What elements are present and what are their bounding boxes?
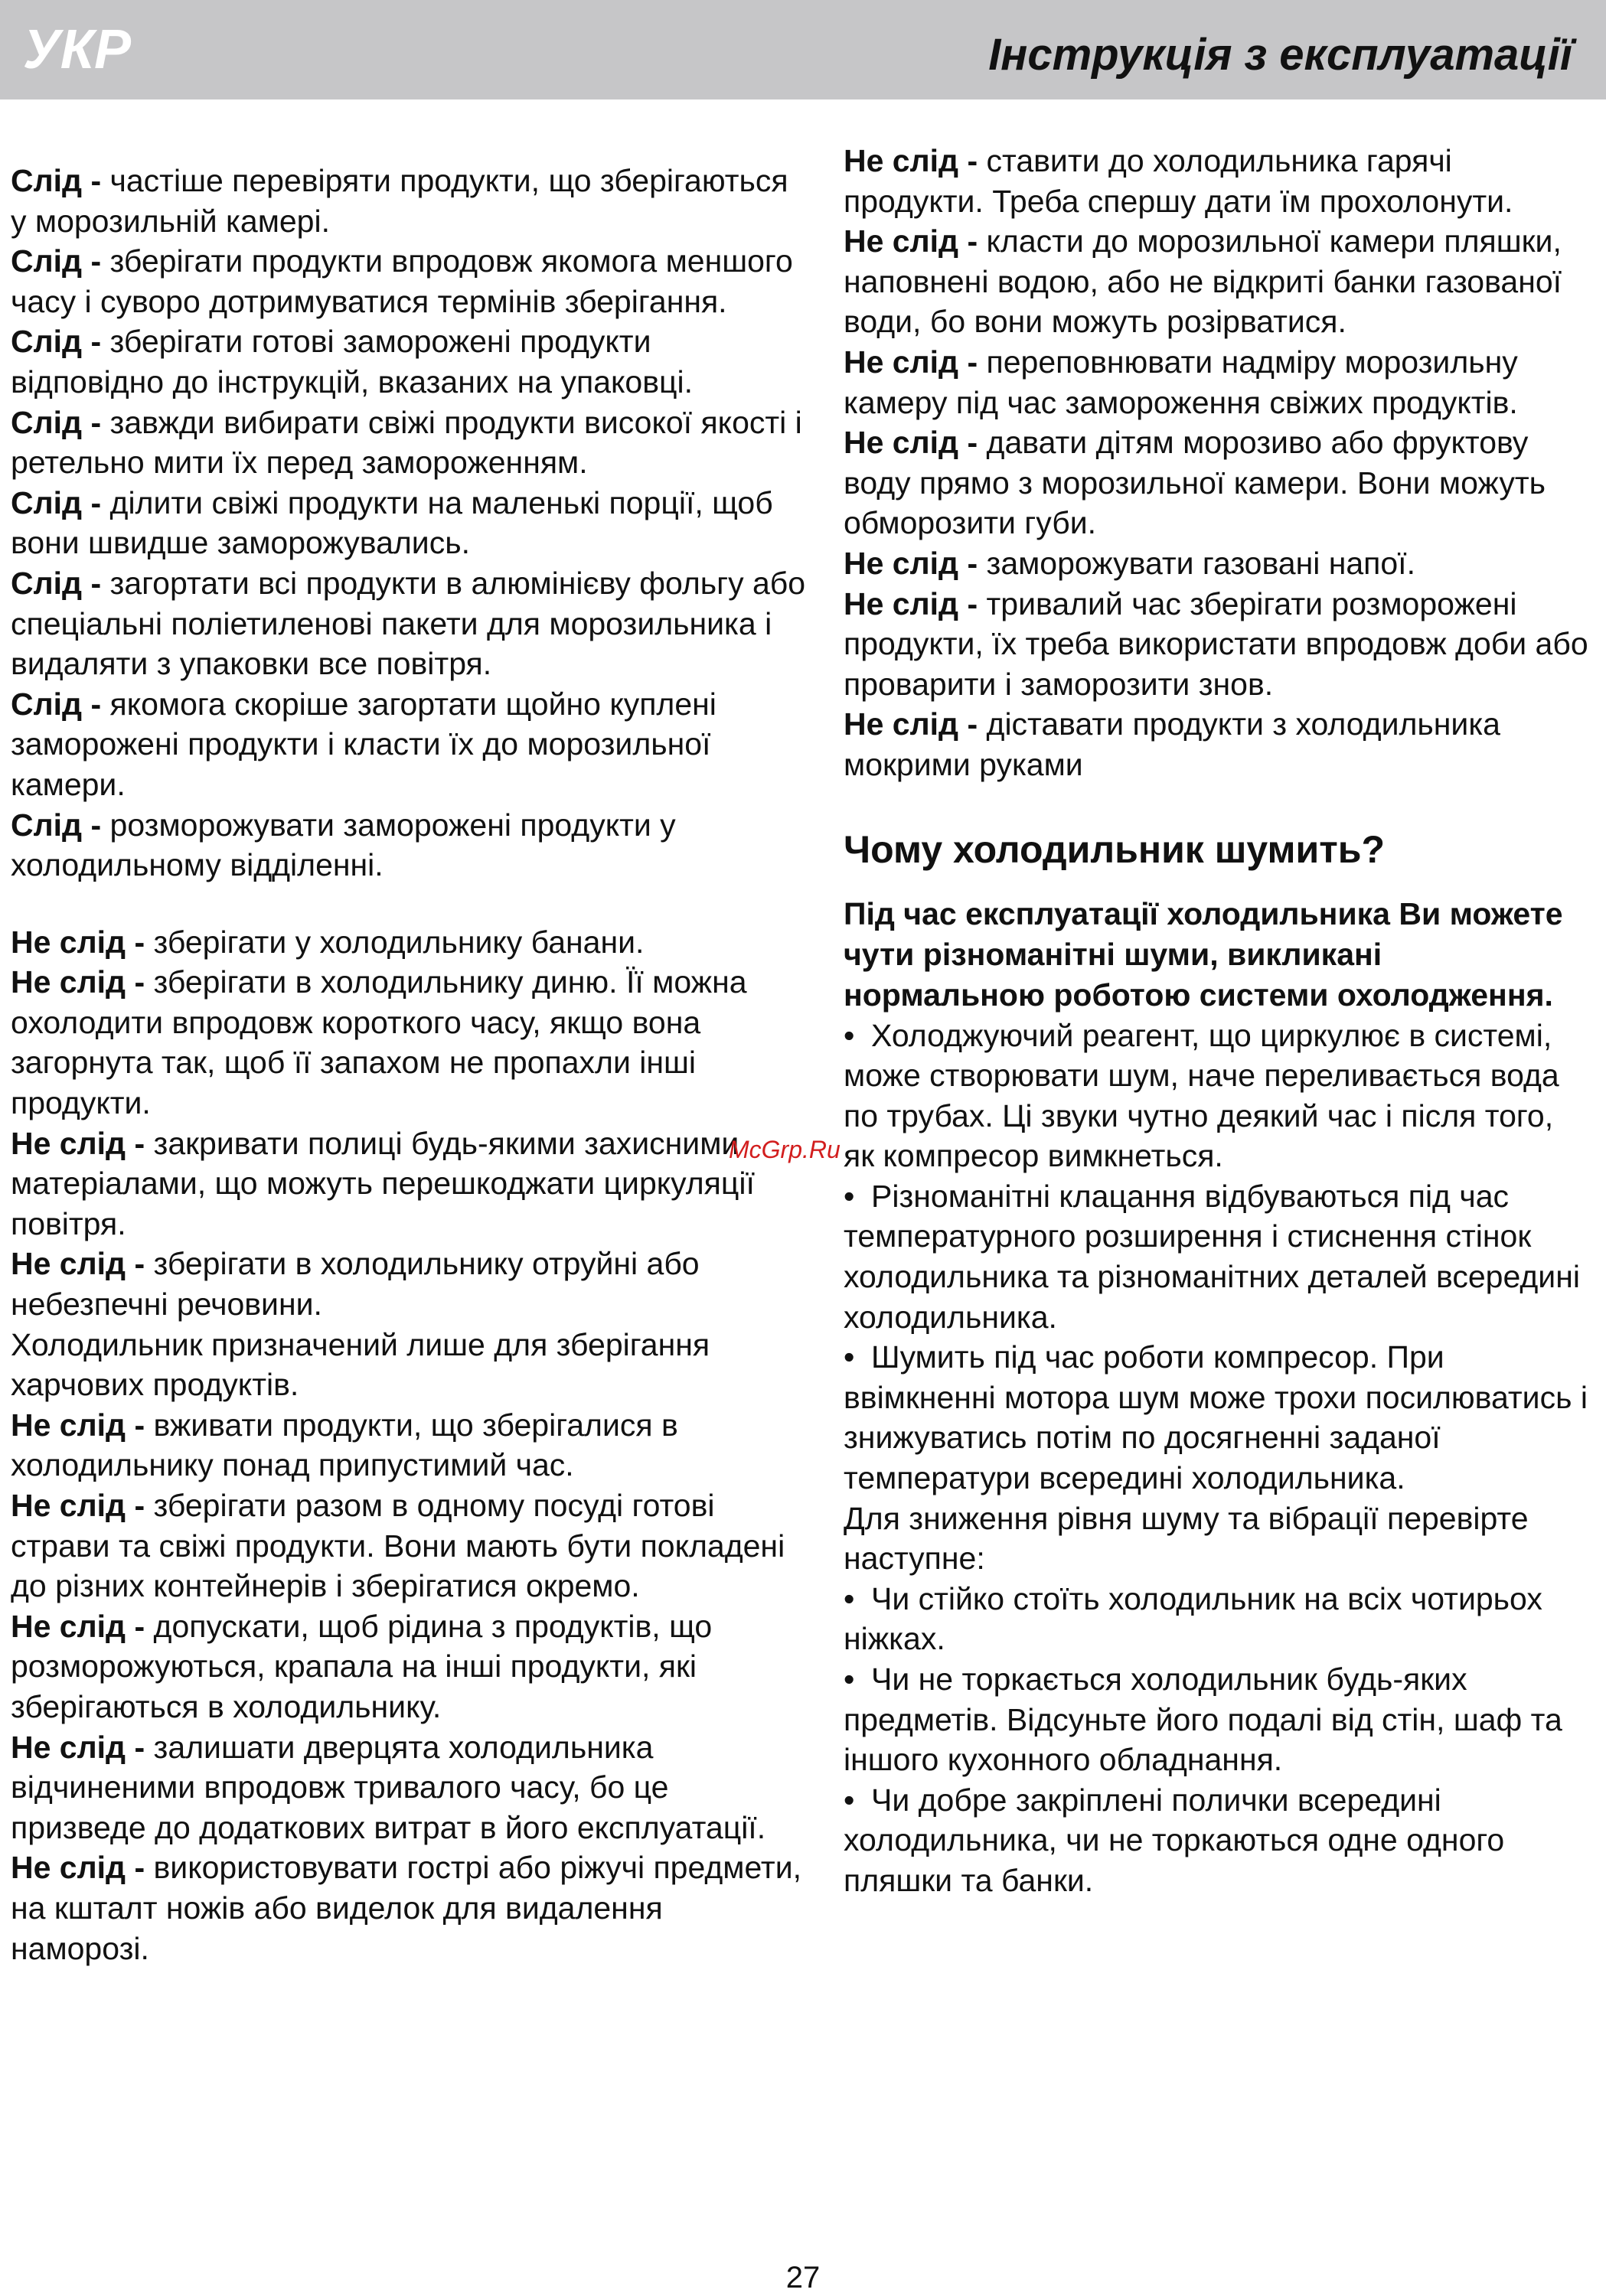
item-text: зберігати в холодильнику диню. Її можна охолодити впродовж короткого часу, якщо вона загорнута так, щоб її запахом не пропахли інші продукти. (11, 964, 747, 1121)
note-item (11, 1325, 807, 1405)
bullet-icon: • (844, 1017, 855, 1053)
bullet-icon: • (844, 1662, 855, 1697)
bullet-text: Холоджуючий реагент, що циркулює в системі, може створювати шум, наче переливається вода по трубах. Ці звуки чутно деякий час і після того, як компресор вимкнеться. (844, 1017, 1559, 1174)
item-text: використовувати гострі або ріжучі предмети, на кшталт ножів або виделок для видалення наморозі. (11, 1850, 802, 1966)
item-text: якомога скоріше загортати щойно куплені заморожені продукти і класти їх до морозильної камери. (11, 686, 716, 802)
item-text: завжди вибирати свіжі продукти високої якості і ретельно мити їх перед замороженням. (11, 404, 802, 481)
item-label: Не слід - (844, 706, 978, 742)
right-column (844, 141, 1590, 1901)
item-label: Не слід - (11, 1488, 145, 1523)
item-label: Не слід - (11, 924, 145, 960)
dont-item (11, 1124, 807, 1244)
dont-item (11, 1606, 807, 1727)
bullet-item (844, 1016, 1590, 1176)
item-label: Не слід - (11, 1729, 145, 1765)
do-item (11, 563, 807, 684)
spacer (11, 885, 807, 922)
item-text: зберігати готові заморожені продукти відповідно до інструкцій, вказаних на упаковці. (11, 324, 693, 400)
do-item (11, 241, 807, 321)
do-item (11, 321, 807, 402)
item-label: Слід - (11, 404, 102, 440)
dont-item (11, 1486, 807, 1606)
dont-item (844, 422, 1590, 543)
item-label: Слід - (11, 163, 102, 198)
item-label: Слід - (11, 324, 102, 360)
dont-item (844, 543, 1590, 584)
item-label: Не слід - (11, 1850, 145, 1886)
item-text: ставити до холодильника гарячі продукти. Треба спершу дати їм прохолонути. (844, 143, 1513, 219)
item-label: Не слід - (11, 964, 145, 1000)
bullet-item (844, 1579, 1590, 1659)
item-label: Не слід - (11, 1246, 145, 1282)
dont-item (11, 1848, 807, 1968)
bullet-icon: • (844, 1178, 855, 1214)
spacer (844, 785, 1590, 825)
item-label: Не слід - (11, 1407, 145, 1443)
bullet-text: Чи добре закріплені полички всередині холодильника, чи не торкаються одне одного пляшки та банки. (844, 1782, 1505, 1898)
item-text: вживати продукти, що зберігалися в холодильнику понад припустимий час. (11, 1407, 678, 1483)
item-text: частіше перевіряти продукти, що зберігаються у морозильній камері. (11, 163, 788, 239)
do-item (11, 805, 807, 885)
check-intro: Для зниження рівня шуму та вібрації перевірте наступне: (844, 1500, 1529, 1577)
item-text: зберігати у холодильнику банани. (145, 924, 645, 960)
bullet-text: Чи не торкається холодильник будь-яких предметів. Відсуньте його подалі від стін, шаф та іншого кухонного обладнання. (844, 1662, 1562, 1778)
item-label: Не слід - (844, 585, 978, 621)
item-text: зберігати продукти впродовж якомога меншого часу і суворо дотримуватися термінів зберігання. (11, 243, 793, 319)
dont-item (11, 962, 807, 1123)
do-item (11, 403, 807, 483)
do-item (11, 483, 807, 563)
item-text: розморожувати заморожені продукти у холодильному відділенні. (11, 807, 676, 883)
item-text: допускати, щоб рідина з продуктів, що розморожуються, крапала на інші продукти, які зберігаються в холодильнику. (11, 1608, 713, 1724)
item-text: закривати полиці будь-якими захисними матеріалами, що можуть перешкоджати циркуляції повітря. (11, 1125, 755, 1241)
do-item (11, 684, 807, 805)
item-label: Не слід - (11, 1125, 145, 1161)
item-text: загортати всі продукти в алюмінієву фольгу або спеціальні поліетиленові пакети для морозильника і видаляти з упаковки все повітря. (11, 565, 806, 682)
page-header (0, 0, 1606, 99)
item-label: Слід - (11, 565, 102, 601)
bullet-icon: • (844, 1580, 855, 1616)
bullet-item (844, 1176, 1590, 1337)
do-item (11, 161, 807, 241)
dont-item (844, 141, 1590, 221)
item-text: переповнювати надміру морозильну камеру під час замороження свіжих продуктів. (844, 344, 1518, 420)
bullet-item (844, 1780, 1590, 1901)
watermark: McGrp.Ru (729, 1136, 841, 1163)
bullet-item (844, 1337, 1590, 1498)
item-label: Не слід - (844, 223, 978, 259)
item-text: давати дітям морозиво або фруктову воду прямо з морозильної камери. Вони можуть обморозити губи. (844, 425, 1546, 541)
bullet-text: Чи стійко стоїть холодильник на всіх чотирьох ніжках. (844, 1580, 1542, 1657)
item-text: залишати дверцята холодильника відчиненими впродовж тривалого часу, бо це призведе до додаткових витрат в його експлуатації. (11, 1729, 766, 1845)
item-text: тривалий час зберігати розморожені продукти, їх треба використати впродовж доби або проварити і заморозити знов. (844, 585, 1588, 702)
item-label: Не слід - (844, 425, 978, 461)
item-text: заморожувати газовані напої. (978, 545, 1415, 581)
item-label: Не слід - (844, 344, 978, 380)
item-label: Слід - (11, 243, 102, 279)
item-text: класти до морозильної камери пляшки, наповнені водою, або не відкриті банки газованої води, бо вони можуть розірватися. (844, 223, 1562, 340)
item-text: діставати продукти з холодильника мокрими руками (844, 706, 1500, 782)
dont-item (844, 221, 1590, 342)
dont-item (11, 922, 807, 963)
manual-title: Інструкція з експлуатації (988, 30, 1572, 80)
item-label: Слід - (11, 807, 102, 843)
dont-item (844, 342, 1590, 422)
item-label: Не слід - (844, 545, 978, 581)
bullet-item (844, 1659, 1590, 1780)
dont-item (11, 1244, 807, 1324)
bullet-text: Шумить під час роботи компресор. При ввімкненні мотора шум може трохи посилюватись і знижуватись потім по досягненні заданої температури всередині холодильника. (844, 1339, 1588, 1496)
item-label: Не слід - (11, 1608, 145, 1644)
bullet-text: Різноманітні клацання відбуваються під час температурного розширення і стиснення стінок холодильника та різноманітних деталей всередині холодильника. (844, 1178, 1580, 1335)
item-label: Слід - (11, 686, 102, 722)
bullet-icon: • (844, 1782, 855, 1818)
dont-item (844, 584, 1590, 705)
bullet-icon: • (844, 1339, 855, 1375)
left-column (11, 161, 807, 1968)
item-text: ділити свіжі продукти на маленькі порції, щоб вони швидше заморожувались. (11, 484, 773, 561)
item-label: Слід - (11, 484, 102, 520)
section-intro: Під час експлуатації холодильника Ви можете чути різноманітні шуми, викликані нормальною роботою системи охолодження. (844, 895, 1563, 1013)
dont-item (11, 1405, 807, 1486)
item-text: зберігати в холодильнику отруйні або небезпечні речовини. (11, 1246, 700, 1322)
dont-item (844, 704, 1590, 784)
dont-item (11, 1727, 807, 1848)
item-text: зберігати разом в одному посуді готові страви та свіжі продукти. Вони мають бути покладені до різних контейнерів і зберігатися окремо. (11, 1488, 785, 1604)
language-code: УКР (23, 19, 132, 80)
item-text: Холодильник призначений лише для зберігання харчових продуктів. (11, 1326, 710, 1403)
section-heading: Чому холодильник шумить? (844, 827, 1386, 871)
item-label: Не слід - (844, 143, 978, 178)
page-number: 27 (785, 2261, 821, 2294)
